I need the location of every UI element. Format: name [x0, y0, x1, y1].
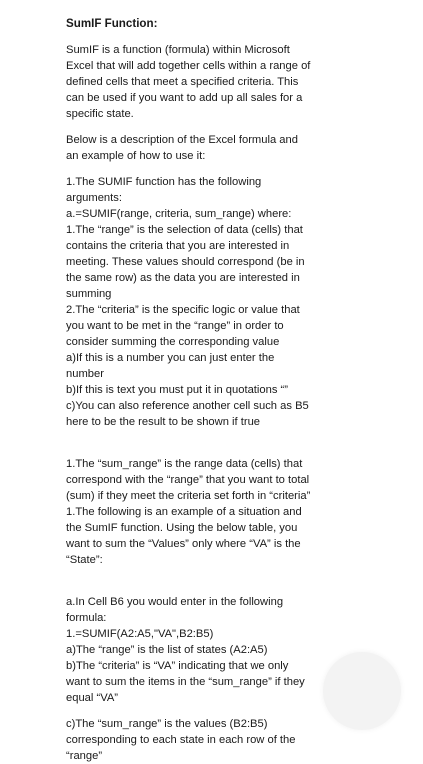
text-line: arguments:	[66, 192, 122, 204]
text-line: number	[66, 368, 104, 380]
text-line: defined cells that meet a specified criteria. This	[66, 76, 299, 88]
text-line: an example of how to use it:	[66, 150, 206, 162]
text-line: “range”	[66, 750, 103, 762]
text-line: 1.The “range” is the selection of data (cells) that	[66, 224, 303, 236]
text-line: b)If this is text you must put it in quotations “”	[66, 384, 288, 396]
document-body	[66, 16, 328, 764]
text-line: 1.The following is an example of a situation and	[66, 506, 302, 518]
description-paragraph	[66, 132, 328, 164]
text-line: Excel that will add together cells within a range of	[66, 60, 311, 72]
text-line: a)The “range” is the list of states (A2:A5)	[66, 644, 268, 656]
text-line: c)The “sum_range” is the values (B2:B5)	[66, 718, 268, 730]
example-c-paragraph	[66, 716, 328, 764]
text-line: 1.The “sum_range” is the range data (cells) that	[66, 458, 303, 470]
text-line: (sum) if they meet the criteria set forth in “criteria”	[66, 490, 311, 502]
text-line: b)The “criteria” is “VA” indicating that we only	[66, 660, 289, 672]
text-line: correspond with the “range” that you want to total	[66, 474, 310, 486]
text-line: formula:	[66, 612, 107, 624]
text-line: summing	[66, 288, 112, 300]
example-paragraph	[66, 594, 328, 706]
text-line: a.=SUMIF(range, criteria, sum_range) where:	[66, 208, 292, 220]
text-line: want to sum the items in the “sum_range” if they	[66, 676, 305, 688]
text-line: want to sum the “Values” only where “VA” is the	[66, 538, 301, 550]
sum-range-paragraph	[66, 456, 328, 568]
text-line: can be used if you want to add up all sales for a	[66, 92, 303, 104]
text-line: the same row) as the data you are interested in	[66, 272, 300, 284]
text-line: contains the criteria that you are interested in	[66, 240, 290, 252]
text-line: consider summing the corresponding value	[66, 336, 280, 348]
text-line: corresponding to each state in each row of the	[66, 734, 296, 746]
text-line: specific state.	[66, 108, 134, 120]
text-line: the SumIF function. Using the below table, you	[66, 522, 298, 534]
floating-action-button[interactable]	[323, 652, 401, 730]
text-line: equal “VA”	[66, 692, 119, 704]
text-line: c)You can also reference another cell such as B5	[66, 400, 309, 412]
doc-title: SumIF Function:	[66, 17, 158, 30]
text-line: SumIF is a function (formula) within Microsoft	[66, 44, 290, 56]
text-line: Below is a description of the Excel formula and	[66, 134, 298, 146]
text-line: 1.=SUMIF(A2:A5,"VA",B2:B5)	[66, 628, 214, 640]
text-line: a.In Cell B6 you would enter in the following	[66, 596, 284, 608]
arguments-list	[66, 174, 328, 430]
text-line: here to be the result to be shown if true	[66, 416, 261, 428]
text-line: meeting. These values should correspond (be in	[66, 256, 305, 268]
text-line: 2.The “criteria” is the specific logic or value that	[66, 304, 300, 316]
intro-paragraph	[66, 42, 328, 122]
text-line: 1.The SUMIF function has the following	[66, 176, 262, 188]
text-line: you want to be met in the “range” in order to	[66, 320, 284, 332]
text-line: “State”:	[66, 554, 103, 566]
text-line: a)If this is a number you can just enter the	[66, 352, 275, 364]
